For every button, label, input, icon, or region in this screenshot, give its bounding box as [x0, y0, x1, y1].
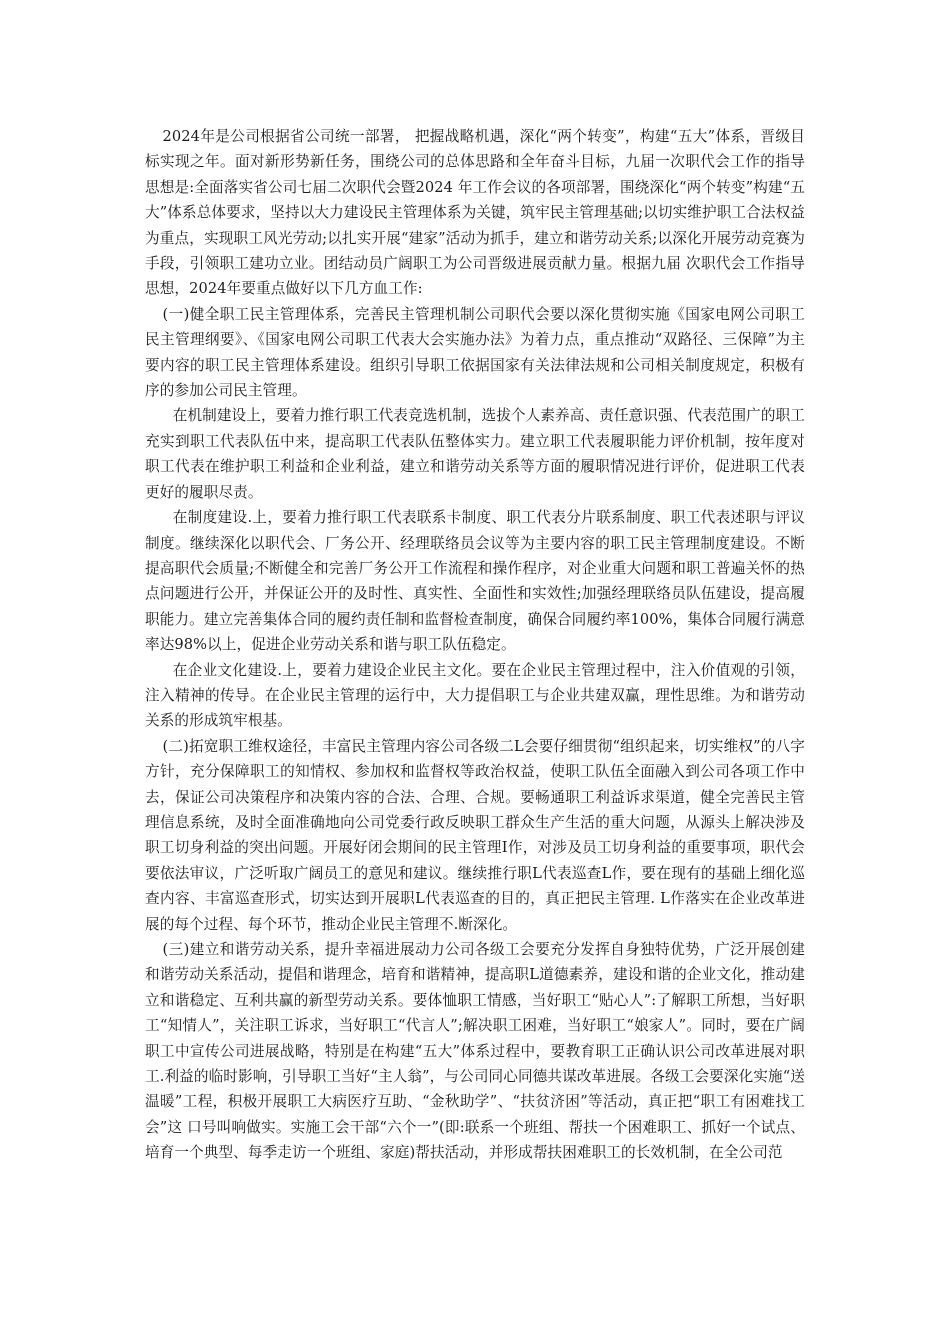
paragraph-section-one: (一)健全职工民主管理体系，完善民主管理机制公司职代会要以深化贯彻实施《国家电网公司职工民主管理纲要》、《国家电网公司职工代表大会实施办法》为着力点，重点推动“双路径、三保障”为主要内容的职工民主管理体系建设。组织引导职工依据国家有关法律法规和公司相关制度规定，积极有序的参加公司民主管理。 — [145, 305, 805, 400]
paragraph-culture: 在企业文化建设.上，要着力建设企业民主文化。要在企业民主管理过程中，注入价值观的引领，注入精神的传导。在企业民主管理的运行中，大力提倡职工与企业共建双赢，理性思维。为和谐劳动关系的形成筑牢根基。 — [145, 661, 805, 730]
paragraph-intro: 2024年是公司根据省公司统一部署， 把握战略机遇，深化“两个转变”，构建“五大”体系，晋级目标实现之年。面对新形势新任务，围绕公司的总体思路和全年奋斗目标，九届一次职代会工作的指导思想是:全面落实省公司七届二次职代会暨2024 年工作会议的各项部署，围绕深化“两个转变”构建“五大”体系总体要求，坚持以大力建设民主管理体系为关键，筑牢民主管理基础;以切实维护职工合法权益为重点，实现职工风光劳动;以扎实开展“建家”活动为抓手，建立和谐劳动关系;以深化开展劳动竞赛为手段，引领职工建功立业。团结动员广阔职工为公司晋级进展贡献力量。根据九届 次职代会工作指导思想，2024年要重点做好以下几方血工作: — [145, 128, 805, 298]
paragraph-system: 在制度建设.上，要着力推行职工代表联系卡制度、职工代表分片联系制度、职工代表述职与评议制度。继续深化以职代会、厂务公开、经理联络员会议等为主要内容的职工民主管理制度建设。不断提高职代会质量;不断健全和完善厂务公开工作流程和操作程序，对企业重大问题和职工普遍关怀的热点问题进行公开，并保证公开的及时性、真实性、全面性和实效性;加强经理联络员队伍建设，提高履职能力。建立完善集体合同的履约责任制和监督检查制度，确保合同履约率100%，集体合同履行满意率达98%以上，促进企业劳动关系和谐与职工队伍稳定。 — [145, 509, 805, 654]
paragraph-section-two: (二)拓宽职工维权途径，丰富民主管理内容公司各级二L会要仔细贯彻“组织起来，切实维权”的八字方针，充分保障职工的知情权、参加权和监督权等政治权益，使职工队伍全面融入到公司各项工作中去，保证公司决策程序和决策内容的合法、合理、合规。要畅通职工利益诉求渠道，健全完善民主管理信息系统，及时全面准确地向公司党委行政反映职工群众生产生活的重大问题，从源头上解决涉及职工切身利益的突出问题。开展好闭会期间的民主管理I作，对涉及员工切身利益的重要事项，职代会要依法审议，广泛听取广阔员工的意见和建议。继续推行职L代表巡查L作，要在现有的基础上细化巡查内容、丰富巡查形式，切实达到开展职L代表巡查的目的，真正把民主管理. L作落实在企业改革进展的每个过程、每个环节，推动企业民主管理不.断深化。 — [145, 737, 805, 933]
paragraph-mechanism: 在机制建设上，要着力推行职工代表竞选机制，选拔个人素养高、责任意识强、代表范围广的职工充实到职工代表队伍中来，提高职工代表队伍整体实力。建立职工代表履职能力评价机制，按年度对职工代表在维护职工利益和企业利益，建立和谐劳动关系等方面的履职情况进行评价，促进职工代表更好的履职尽责。 — [145, 407, 805, 501]
paragraph-section-three: (三)建立和谐劳动关系，提升幸福进展动力公司各级工会要充分发挥自身独特优势，广泛开展创建和谐劳动关系活动，提倡和谐理念，培育和谐精神，提高职L道德素养，建设和谐的企业文化，推动建立和谐稳定、互利共赢的新型劳动关系。要体恤职工情感，当好职工“贴心人”:了解职工所想，当好职工“知情人”，关注职工诉求，当好职工“代言人”;解决职工困难，当好职工“娘家人”。同时，要在广阔职工中宣传公司进展战略，特别是在构建“五大”体系过程中，要教育职工正确认识公司改革进展对职工.利益的临时影响，引导职工当好“主人翁”，与公司同心同德共谋改革进展。各级工会要深化实施“送温暖”工程，积极开展职工大病医疗互助、“金秋助学”、“扶贫济困”等活动，真正把“职工有困难找工会”这 口号叫响做实。实施工会干部“六个一”(即:联系一个班组、帮扶一个困难职工、抓好一个试点、培育一个典型、每季走访一个班组、家庭)帮扶活动，并形成帮扶困难职工的长效机制，在全公司范 — [145, 941, 805, 1162]
document-page — [145, 124, 805, 1166]
